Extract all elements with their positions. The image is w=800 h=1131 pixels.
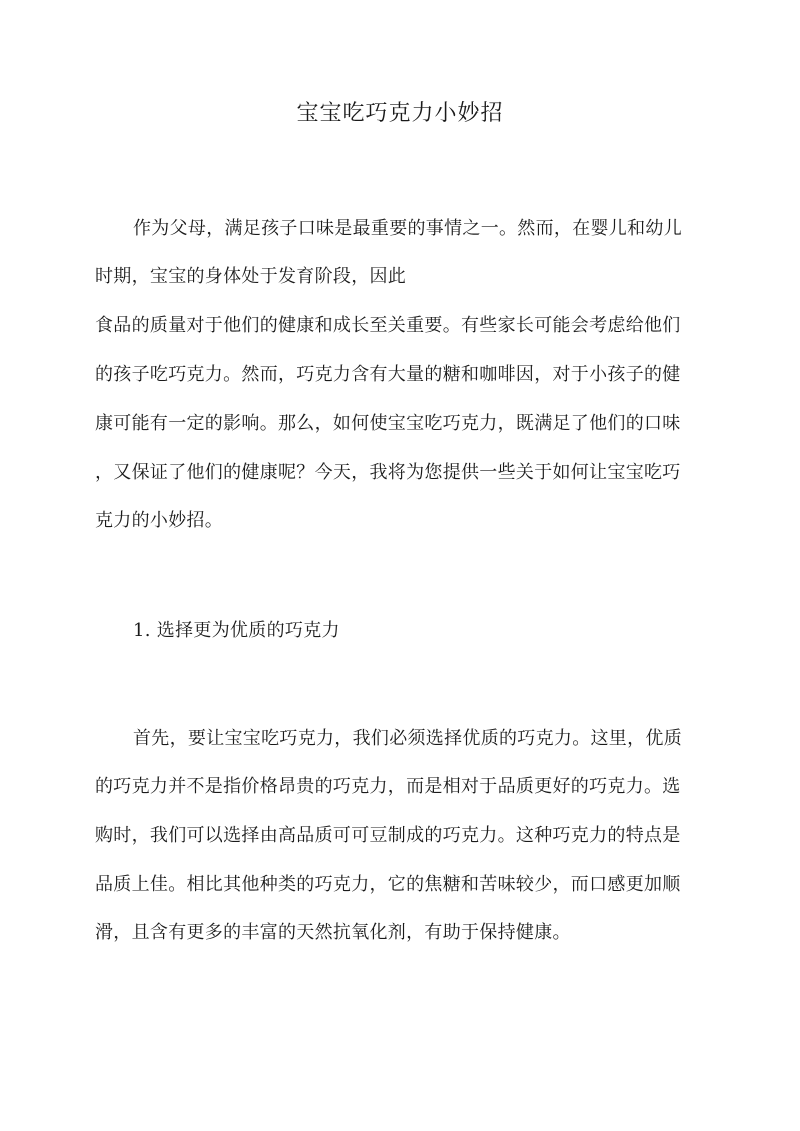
document-title: 宝宝吃巧克力小妙招 <box>296 101 504 126</box>
section-line: 的巧克力并不是指价格昂贵的巧克力，而是相对于品质更好的巧克力。选 <box>95 776 681 797</box>
intro-line: 作为父母，满足孩子口味是最重要的事情之一。然而，在婴儿和幼儿 <box>133 218 682 239</box>
intro-line: 食品的质量对于他们的健康和成长至关重要。有些家长可能会考虑给他们 <box>95 315 681 336</box>
section-line: 品质上佳。相比其他种类的巧克力，它的焦糖和苦味较少，而口感更加顺 <box>95 874 681 895</box>
section-line: 购时，我们可以选择由高品质可可豆制成的巧克力。这种巧克力的特点是 <box>95 825 681 846</box>
section-line: 首先，要让宝宝吃巧克力，我们必须选择优质的巧克力。这里，优质 <box>133 728 682 749</box>
intro-line: 的孩子吃巧克力。然而，巧克力含有大量的糖和咖啡因，对于小孩子的健 <box>95 364 681 385</box>
intro-line: ，又保证了他们的健康呢？今天，我将为您提供一些关于如何让宝宝吃巧 <box>95 462 681 483</box>
section-line: 滑，且含有更多的丰富的天然抗氧化剂，有助于保持健康。 <box>95 922 571 943</box>
intro-line: 时期，宝宝的身体处于发育阶段，因此 <box>95 266 407 287</box>
section-heading: 1. 选择更为优质的巧克力 <box>133 620 340 641</box>
intro-line: 克力的小妙招。 <box>95 510 224 531</box>
intro-line: 康可能有一定的影响。那么，如何使宝宝吃巧克力，既满足了他们的口味 <box>95 413 681 434</box>
